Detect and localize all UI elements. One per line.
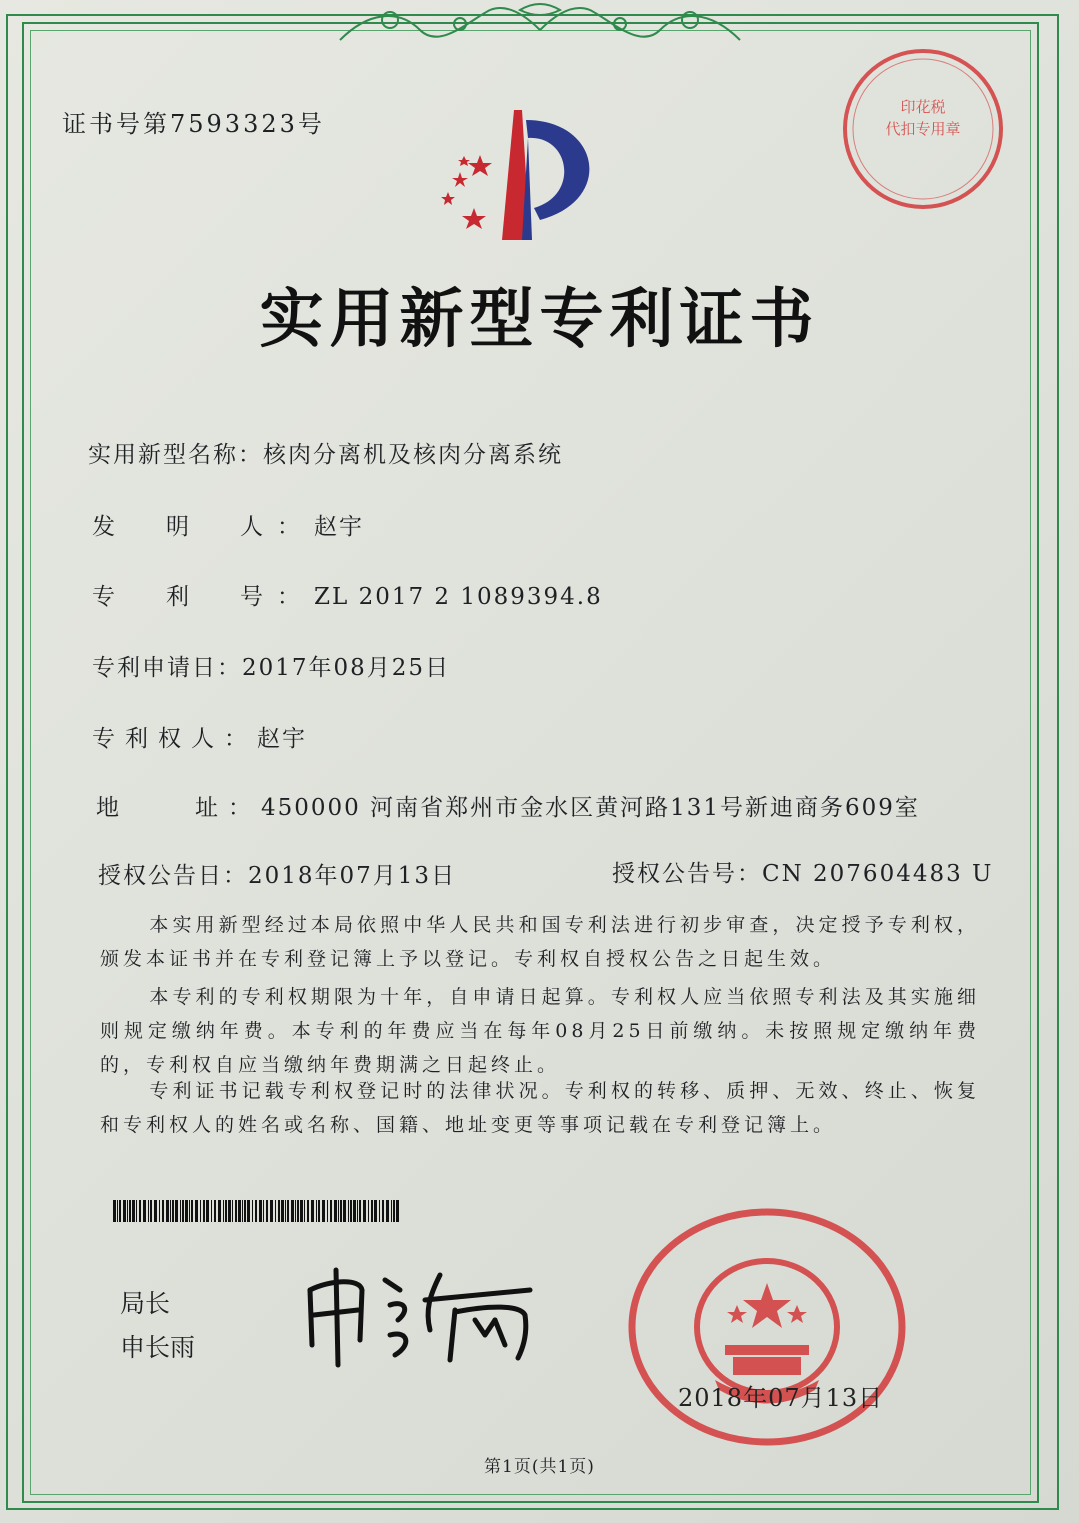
field-patent-number	[92, 578, 603, 611]
field-holder-label: 专利权人：	[92, 726, 257, 752]
field-name	[88, 436, 563, 469]
cnipa-logo-icon	[430, 110, 620, 250]
field-inventor	[92, 508, 364, 541]
seal-date: 2018年07月13日	[678, 1384, 884, 1412]
field-grant-date-label: 授权公告日：	[98, 863, 248, 889]
field-address-value: 450000 河南省郑州市金水区黄河路131号新迪商务609室	[261, 795, 920, 821]
tax-stamp-line2: 代扣专用章	[885, 120, 961, 138]
field-grant-date	[98, 857, 456, 890]
paragraph-1: 本实用新型经过本局依照中华人民共和国专利法进行初步审查，决定授予专利权，颁发本证书并在专利登记簿上予以登记。专利权自授权公告之日起生效。	[100, 914, 980, 970]
field-apply-date-label: 专利申请日：	[92, 655, 242, 681]
field-grant-number-value: CN 207604483 U	[762, 861, 994, 887]
field-patent-number-value: ZL 2017 2 1089394.8	[314, 584, 603, 610]
paragraph-3: 专利证书记载专利权登记时的法律状况。专利权的转移、质押、无效、终止、恢复和专利权人的姓名或名称、国籍、地址变更等事项记载在专利登记簿上。	[100, 1080, 980, 1136]
tax-stamp-line1: 印花税	[900, 98, 946, 116]
signature-icon	[290, 1250, 550, 1370]
field-name-value: 核肉分离机及核肉分离系统	[263, 442, 563, 468]
paragraph-2: 本专利的专利权期限为十年，自申请日起算。专利权人应当依照专利法及其实施细则规定缴纳年费。本专利的年费应当在每年08月25日前缴纳。未按照规定缴纳年费的，专利权自应当缴纳年费期满之日起终止。	[100, 986, 980, 1076]
field-grant-number-label: 授权公告号：	[612, 861, 762, 887]
official-title: 局长	[120, 1289, 171, 1318]
field-inventor-value: 赵宇	[314, 514, 364, 540]
page-title: 实用新型专利证书	[259, 283, 820, 357]
page-number: 第1页(共1页)	[484, 1457, 595, 1477]
field-grant-date-value: 2018年07月13日	[248, 863, 457, 889]
field-grant-number	[612, 855, 993, 888]
field-patent-number-label: 专 利 号：	[92, 584, 314, 610]
official-seal-icon	[625, 1205, 910, 1450]
field-holder-value: 赵宇	[257, 726, 307, 752]
certificate-number: 证书号第7593323号	[62, 110, 325, 138]
field-apply-date	[92, 649, 450, 682]
field-inventor-label: 发 明 人：	[92, 514, 314, 540]
barcode-icon	[113, 1200, 401, 1222]
field-name-label: 实用新型名称：	[88, 442, 263, 468]
field-address	[96, 789, 920, 822]
official-name: 申长雨	[120, 1333, 196, 1362]
top-ornament-icon	[330, 0, 750, 48]
tax-stamp-text	[868, 96, 978, 140]
field-address-label: 地 址：	[96, 795, 261, 821]
field-apply-date-value: 2017年08月25日	[242, 655, 451, 681]
field-holder	[92, 720, 307, 753]
